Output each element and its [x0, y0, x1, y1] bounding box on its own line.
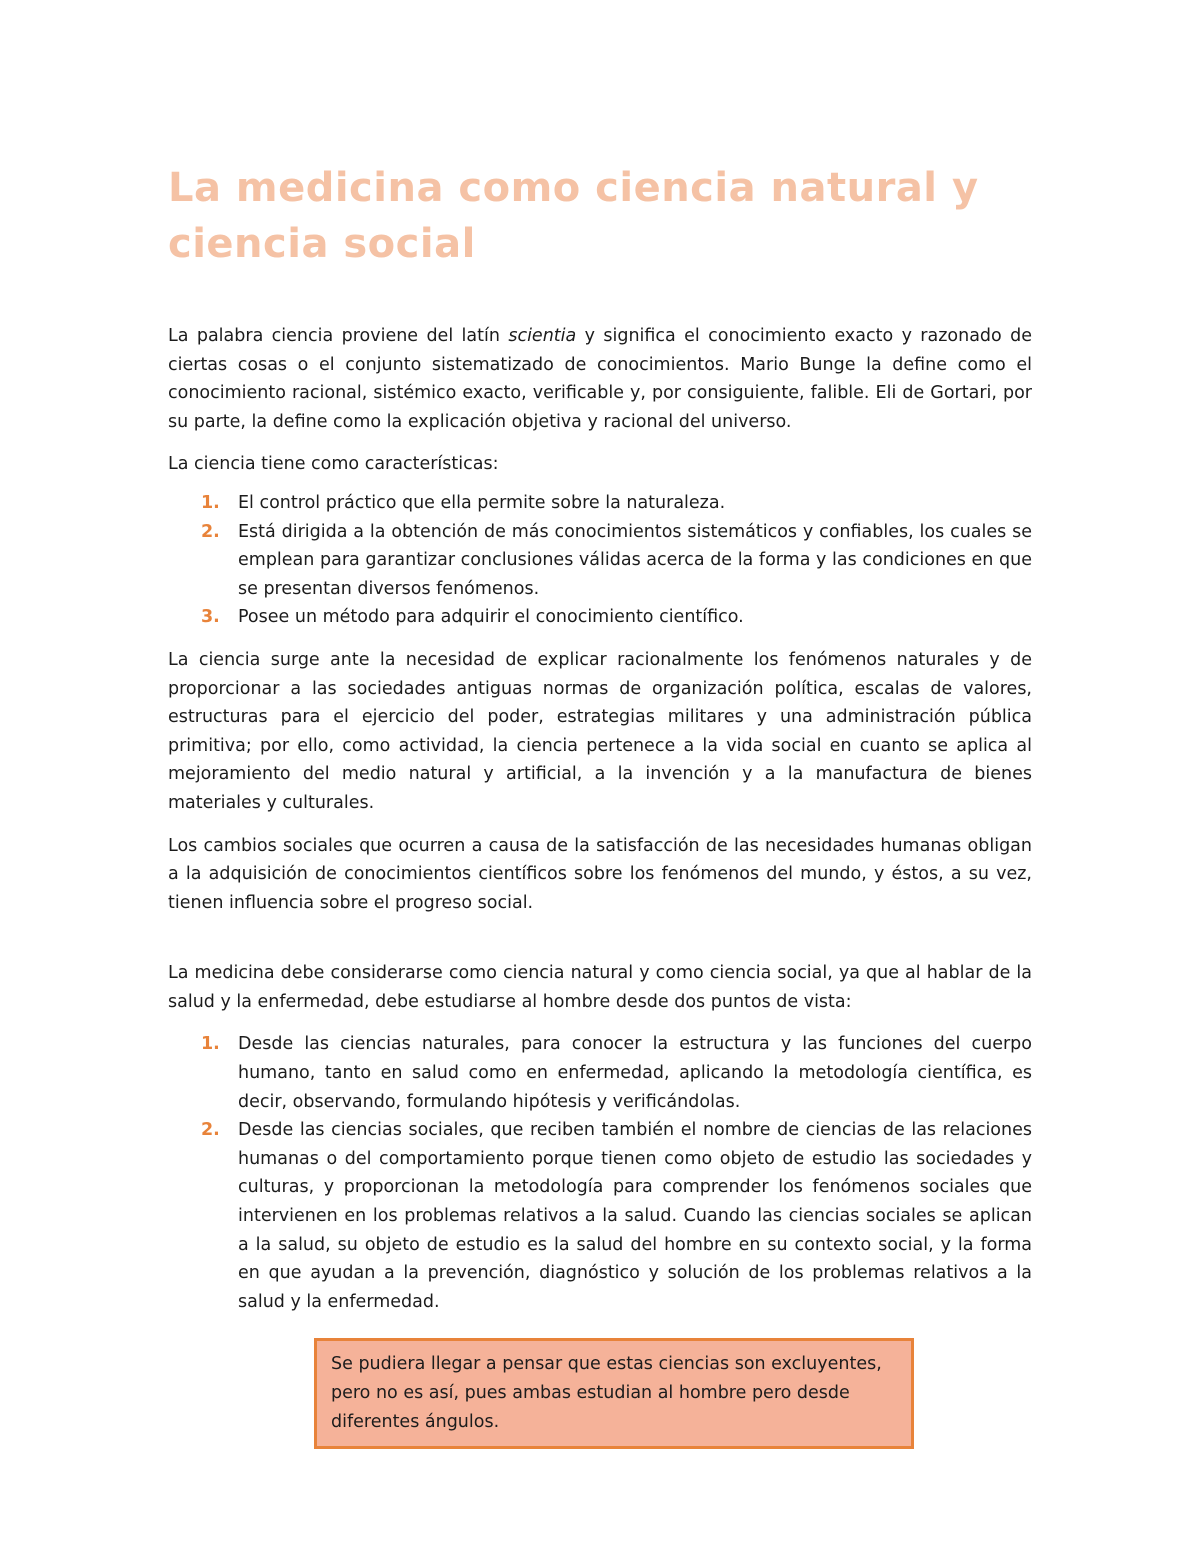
document-title: La medicina como ciencia natural y ciencia social	[168, 165, 979, 267]
paragraph-origin: La ciencia surge ante la necesidad de explicar racionalmente los fenómenos naturales y de proporcionar a las sociedades antiguas normas de organización política, escalas de valores, estructuras para el ejercicio del poder, estrategias militares y una administración pública primitiva; por ello, como actividad, la ciencia pertenece a la vida social en cuanto se aplica al mejoramiento del medio natural y artificial, a la invención y a la manufactura de bienes materiales y culturales.	[168, 649, 1032, 813]
list-number: 1.	[201, 1034, 220, 1055]
intro-italic-term: scientia	[508, 326, 577, 346]
list-number: 1.	[201, 492, 220, 513]
spacer	[168, 931, 1032, 959]
intro-paragraph	[168, 322, 1032, 436]
document-page	[168, 160, 1032, 1449]
list-item-text: El control práctico que ella permite sobre la naturaleza.	[238, 492, 726, 513]
list-number: 3.	[201, 607, 220, 628]
paragraph-social-change: Los cambios sociales que ocurren a causa de la satisfacción de las necesidades humanas obligan a la adquisición de conocimientos científicos sobre los fenómenos del mundo, y éstos, a su vez, tienen influencia sobre el progreso social.	[168, 835, 1032, 913]
list-number: 2.	[201, 521, 220, 542]
list-item	[168, 1116, 1032, 1316]
characteristics-lead: La ciencia tiene como características:	[168, 454, 499, 475]
list-item	[168, 489, 1032, 518]
list-item-text: Está dirigida a la obtención de más conocimientos sistemáticos y confiables, los cuales se emplean para garantizar conclusiones válidas acerca de la forma y las condiciones en que se presentan diversos fenómenos.	[238, 521, 1032, 599]
intro-text-end: y significa el conocimiento exacto y razonado de ciertas cosas o el conjunto sistematizado de conocimientos. Mario Bunge la define como el conocimiento racional, sistémico exacto, verificable y, por consiguiente, falible. Eli de Gortari, por su parte, la define como la explicación objetiva y racional del universo.	[168, 326, 1032, 432]
list-item-text: Desde las ciencias naturales, para conocer la estructura y las funciones del cuerpo humano, tanto en salud como en enfermedad, aplicando la metodología científica, es decir, observando, formulando hipótesis y verificándolas.	[238, 1034, 1032, 1112]
list-number: 2.	[201, 1120, 220, 1141]
paragraph-medicine: La medicina debe considerarse como ciencia natural y como ciencia social, ya que al hablar de la salud y la enfermedad, debe estudiarse al hombre desde dos puntos de vista:	[168, 963, 1032, 1012]
characteristics-list	[168, 489, 1032, 632]
list-item	[168, 518, 1032, 604]
list-item-text: Posee un método para adquirir el conocimiento científico.	[238, 607, 744, 628]
list-item	[168, 603, 1032, 632]
callout-box: Se pudiera llegar a pensar que estas ciencias son excluyentes, pero no es así, pues ambas estudian al hombre pero desde diferentes ángulos.	[314, 1338, 914, 1449]
list-item-text: Desde las ciencias sociales, que reciben también el nombre de ciencias de las relaciones humanas o del comportamiento porque tienen como objeto de estudio las sociedades y culturas, y proporcionan la metodología para comprender los fenómenos sociales que intervienen en los problemas relativos a la salud. Cuando las ciencias sociales se aplican a la salud, su objeto de estudio es la salud del hombre en su contexto social, y la forma en que ayudan a la prevención, diagnóstico y solución de los problemas relativos a la salud y la enfermedad.	[238, 1120, 1032, 1312]
list-item	[168, 1030, 1032, 1116]
viewpoints-list	[168, 1030, 1032, 1316]
intro-text-start: La palabra ciencia proviene del latín	[168, 326, 509, 346]
